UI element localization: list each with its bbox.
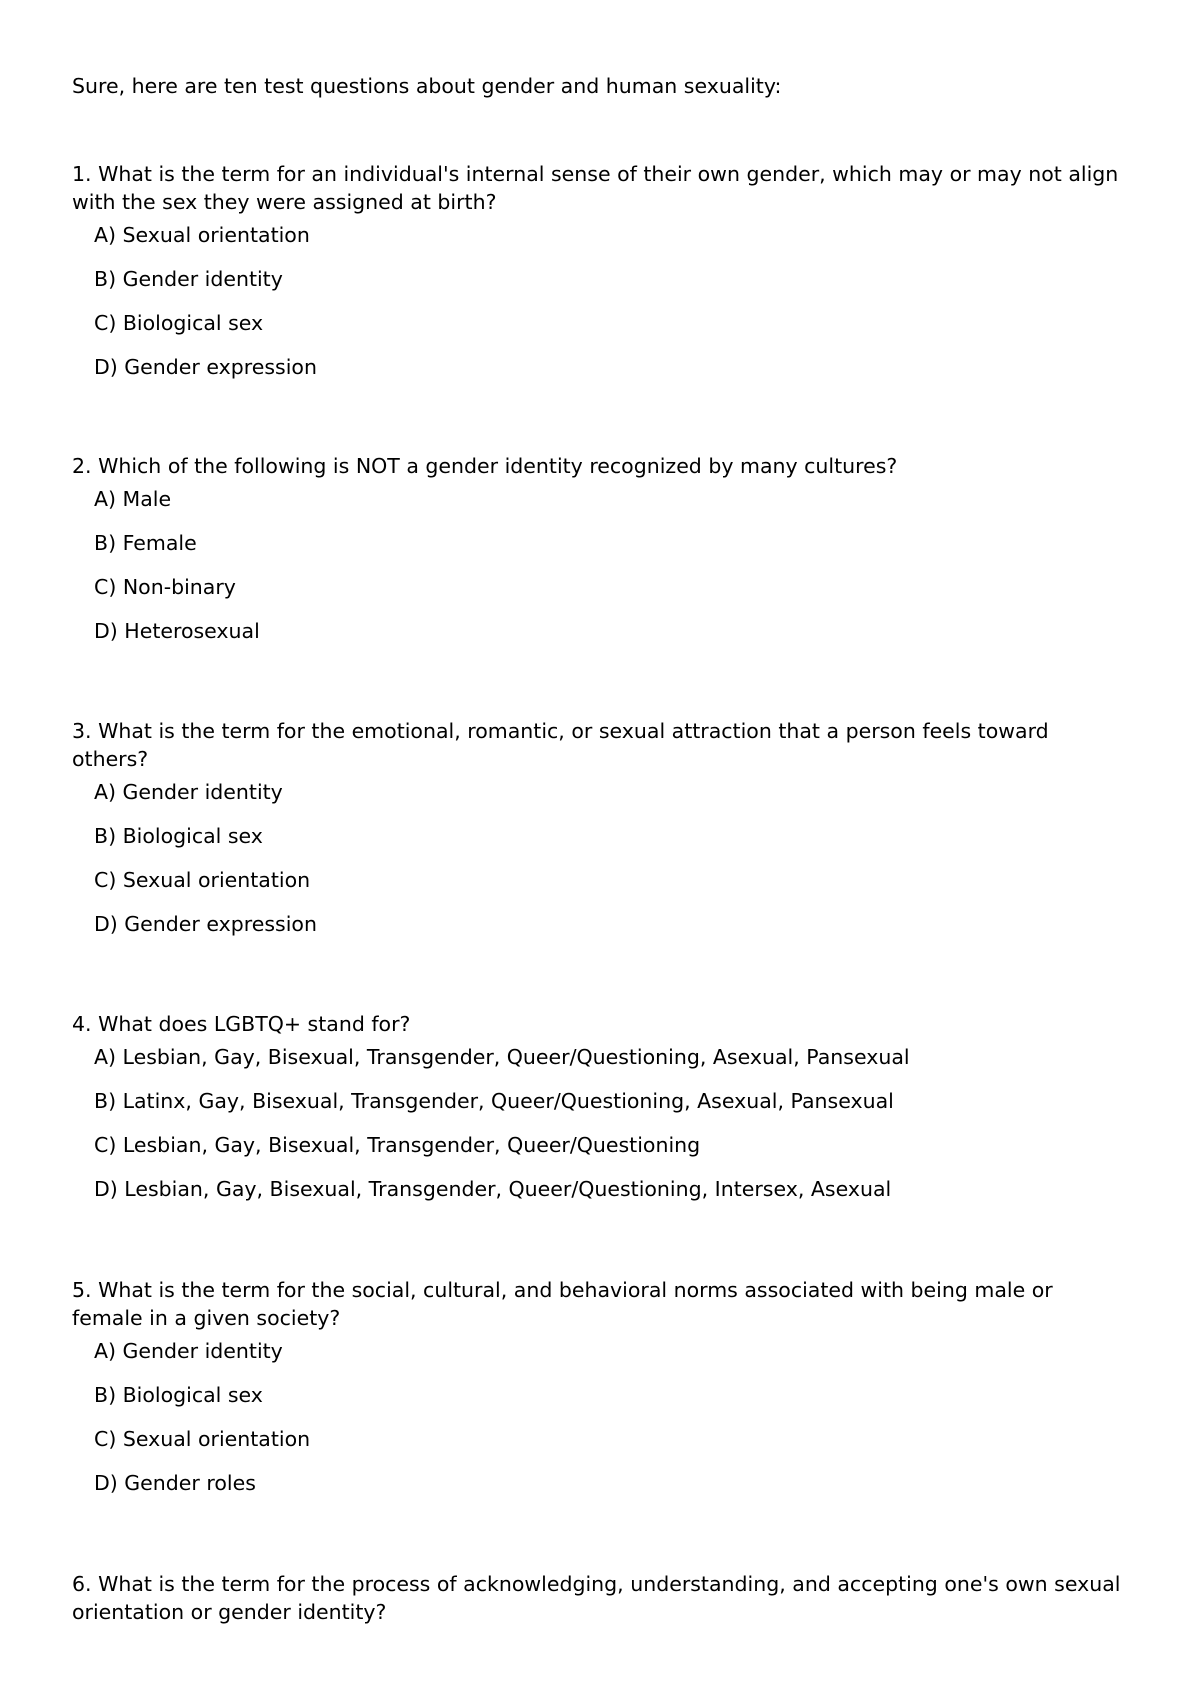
option-b: B) Biological sex: [94, 1383, 263, 1407]
option-d: D) Gender roles: [94, 1471, 256, 1495]
intro-text: Sure, here are ten test questions about gender and human sexuality:: [72, 74, 782, 98]
question-4: [72, 1010, 1128, 1219]
option-a: A) Male: [94, 487, 172, 511]
option-a: A) Lesbian, Gay, Bisexual, Transgender, Queer/Questioning, Asexual, Pansexual: [94, 1045, 910, 1069]
option-c: C) Biological sex: [94, 311, 264, 335]
question-text: 4. What does LGBTQ+ stand for?: [72, 1012, 411, 1036]
option-d: D) Heterosexual: [94, 619, 260, 643]
answer-options: [72, 221, 1128, 381]
question-text: 1. What is the term for an individual's internal sense of their own gender, which may or may not align with the sex they were assigned at birth?: [72, 162, 1119, 214]
answer-options: [72, 778, 1128, 938]
answer-options: [72, 485, 1128, 645]
question-text: 6. What is the term for the process of acknowledging, understanding, and accepting one's own sexual orientation or gender identity?: [72, 1572, 1121, 1624]
option-b: B) Latinx, Gay, Bisexual, Transgender, Queer/Questioning, Asexual, Pansexual: [94, 1089, 894, 1113]
answer-options: [72, 1043, 1128, 1203]
question-text: 2. Which of the following is NOT a gender identity recognized by many cultures?: [72, 454, 898, 478]
option-c: C) Lesbian, Gay, Bisexual, Transgender, Queer/Questioning: [94, 1133, 701, 1157]
option-c: C) Sexual orientation: [94, 868, 311, 892]
option-d: D) Lesbian, Gay, Bisexual, Transgender, Queer/Questioning, Intersex, Asexual: [94, 1177, 892, 1201]
question-5: [72, 1276, 1128, 1513]
option-b: B) Gender identity: [94, 267, 283, 291]
question-1: [72, 160, 1128, 397]
option-d: D) Gender expression: [94, 355, 317, 379]
option-b: B) Female: [94, 531, 197, 555]
option-a: A) Gender identity: [94, 780, 283, 804]
question-text: 3. What is the term for the emotional, romantic, or sexual attraction that a person feels toward others?: [72, 719, 1049, 771]
answer-options: [72, 1337, 1128, 1497]
option-c: C) Non-binary: [94, 575, 236, 599]
question-3: [72, 717, 1128, 954]
option-b: B) Biological sex: [94, 824, 263, 848]
option-a: A) Gender identity: [94, 1339, 283, 1363]
option-a: A) Sexual orientation: [94, 223, 310, 247]
option-d: D) Gender expression: [94, 912, 317, 936]
question-text: 5. What is the term for the social, cultural, and behavioral norms associated with being male or female in a given society?: [72, 1278, 1053, 1330]
option-c: C) Sexual orientation: [94, 1427, 311, 1451]
question-2: [72, 452, 1128, 661]
question-6: [72, 1570, 1128, 1631]
